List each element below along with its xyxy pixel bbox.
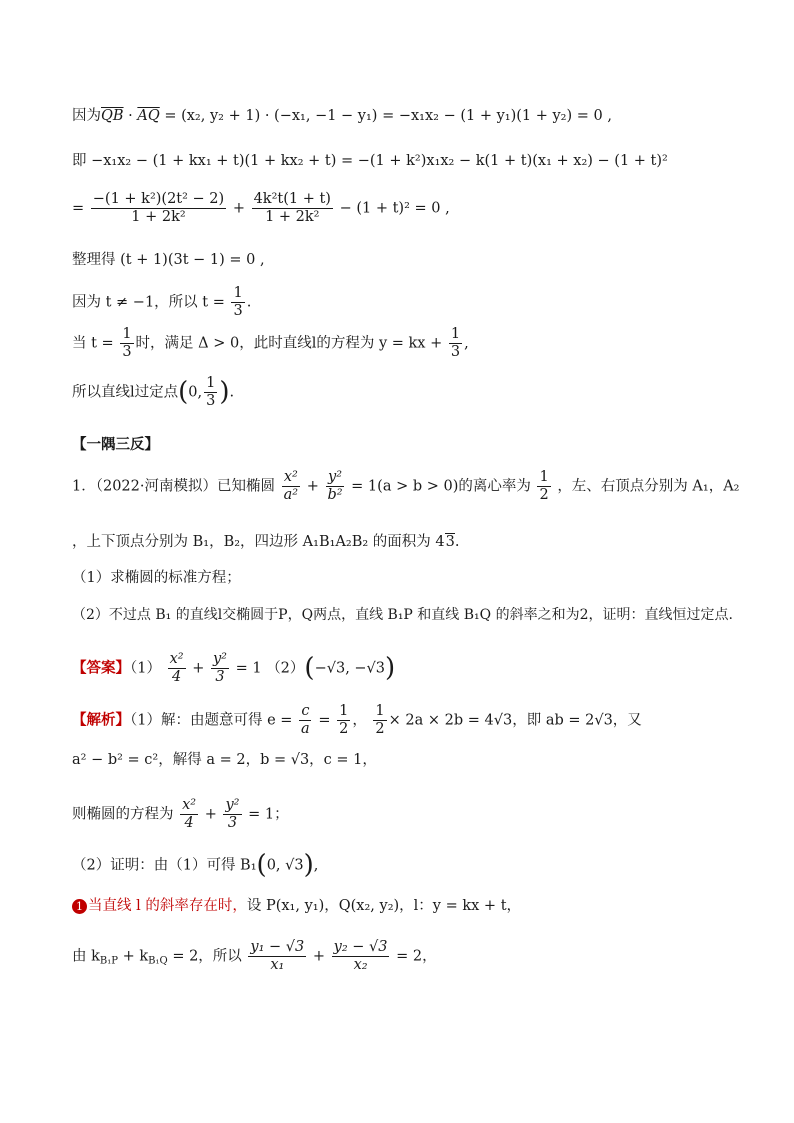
problem-statement-cont: [72, 534, 459, 551]
question-1: （1）求椭圆的标准方程；: [72, 570, 241, 586]
denominator: a²: [283, 487, 299, 504]
fraction: [537, 470, 550, 503]
analysis-line-1: [72, 704, 642, 737]
fraction: [449, 327, 462, 360]
text: = 2，所以: [167, 948, 242, 965]
text: 即 −x₁x₂ − (1 + kx₁ + t)(1 + kx₂ + t) = −(1 + k²)x₁x₂ − k(1 + t)(x₁ + x₂) − (1 + t)²: [72, 153, 668, 169]
text: × 2a × 2b = 4√3，即 ab = 2√3，又: [388, 712, 642, 729]
text: （1）解：由题意可得 e =: [130, 712, 293, 729]
denominator: 3: [450, 344, 461, 361]
text: ,: [313, 857, 319, 874]
text: +: [204, 806, 217, 823]
fixed-point-line: [72, 376, 234, 409]
vector-qb: $\overline{QB}$: [101, 108, 124, 124]
denominator: 2: [375, 721, 385, 738]
paren: (: [304, 653, 315, 684]
text: −√3, −√3: [314, 660, 386, 677]
numerator: y²: [326, 470, 344, 487]
analysis-label: 【解析】: [72, 711, 130, 729]
numerator: y²: [223, 798, 241, 815]
text: − (1 + t)² = 0 ,: [339, 200, 450, 217]
analysis-line-5: [72, 898, 521, 915]
text: 1．（2022·河南模拟）已知椭圆: [72, 478, 275, 495]
text: （2）: [266, 660, 305, 677]
text: 所以直线l过定点: [72, 384, 179, 401]
fraction: [332, 940, 390, 973]
paren: (: [256, 850, 267, 880]
text: 设 P(x₁, y₁)，Q(x₂, y₂)，l：y = kx + t，: [246, 898, 522, 914]
paren: ): [385, 653, 396, 684]
text: 则椭圆的方程为: [72, 806, 174, 823]
text: 因为: [72, 108, 101, 124]
numerator: 4k²t(1 + t): [252, 192, 333, 209]
text: .: [246, 294, 252, 311]
denominator: 2: [539, 487, 549, 504]
line-equation-line: [72, 327, 469, 360]
numerator: y₁ − √3: [248, 940, 306, 957]
question-2: （2）不过点 B₁ 的直线l交椭圆于P，Q两点，直线 B₁P 和直线 B₁Q 的斜率之和为2，证明：直线恒过定点.: [72, 607, 733, 623]
text: （1）: [130, 660, 161, 677]
text: =: [318, 712, 331, 729]
denominator: b²: [327, 487, 343, 504]
fraction: [299, 704, 312, 737]
answer-label: 【答案】: [72, 659, 130, 677]
case-label: 当直线 l 的斜率存在时，: [88, 898, 247, 914]
fraction: [91, 192, 226, 225]
circled-number-icon: 1: [72, 899, 87, 914]
numerator: 1: [373, 704, 386, 721]
text: = (x₂, y₂ + 1) · (−x₁, −1 − y₁) = −x₁x₂ − (1 + y₁)(1 + y₂) = 0 ,: [159, 108, 612, 124]
paren: ): [219, 377, 230, 408]
text: .: [229, 384, 235, 401]
text: =: [72, 200, 85, 217]
numerator: x²: [282, 470, 300, 487]
numerator: c: [299, 704, 311, 721]
subscript: B₁P: [99, 955, 118, 967]
analysis-line-4: [72, 850, 318, 881]
numerator: −(1 + k²)(2t² − 2): [91, 192, 226, 209]
denominator: 3: [206, 393, 216, 410]
text: 由 k: [72, 948, 100, 965]
text: 0,: [188, 384, 203, 401]
text: +: [192, 660, 205, 677]
denominator: 1 + 2k²: [131, 209, 186, 226]
numerator: y₂ − √3: [332, 940, 390, 957]
fraction: [180, 798, 198, 831]
problem-statement: [72, 470, 740, 503]
numerator: 1: [449, 327, 462, 344]
text: +: [232, 200, 245, 217]
denominator: 4: [171, 669, 182, 686]
vector-aq: $\overline{AQ}$: [137, 108, 160, 124]
numerator: x²: [180, 798, 198, 815]
simplify-line: [72, 252, 265, 269]
denominator: 3: [215, 669, 225, 686]
t-value-line: [72, 286, 251, 319]
expansion-line: [72, 153, 668, 170]
text: 时，满足 Δ > 0，此时直线l的方程为 y = kx +: [135, 335, 443, 352]
fraction: [248, 940, 306, 973]
paren: ): [303, 850, 314, 880]
text: = 1: [235, 660, 262, 677]
numerator: y²: [211, 652, 229, 669]
denominator: 4: [184, 815, 194, 832]
section-title: 【一隅三反】: [72, 436, 159, 453]
fraction: [223, 798, 241, 831]
radical: 3: [445, 534, 455, 550]
answer-line: [72, 652, 395, 685]
denominator: 3: [233, 303, 243, 320]
analysis-line-3: [72, 798, 289, 831]
text: + k: [118, 948, 149, 965]
numerator: 1: [337, 704, 350, 721]
fraction: [337, 704, 350, 737]
text: ,: [464, 335, 469, 352]
analysis-line-2: a² − b² = c²，解得 a = 2，b = √3，c = 1，: [72, 752, 377, 768]
fraction: [252, 192, 333, 225]
fraction: [211, 652, 229, 685]
denominator: 1 + 2k²: [265, 209, 320, 226]
text: 整理得 (t + 1)(3t − 1) = 0 ,: [72, 252, 265, 268]
analysis-line-6: [72, 940, 437, 973]
text: +: [312, 948, 326, 965]
text: ，左、右顶点分别为 A₁，A₂: [557, 478, 740, 495]
vector-dot-product-line: 因为$\overline{QB} \cdot \overline{AQ} = (x_2$, y₂ + 1) · (−x₁, −1 − y₁) = −x₁x₂ − (1 + y₁)(1 + y₂) = 0 ,: [72, 108, 612, 124]
denominator: a: [301, 721, 310, 738]
text: +: [306, 478, 319, 495]
denominator: x₂: [353, 957, 368, 974]
text: .: [454, 534, 460, 550]
text: 0, √3: [266, 857, 304, 874]
text: = 2，: [396, 948, 437, 965]
fraction: [325, 470, 344, 503]
numerator: 1: [120, 327, 133, 344]
fraction-equation-line: [72, 192, 450, 225]
fraction: [120, 327, 133, 360]
denominator: 3: [122, 344, 132, 361]
denominator: 3: [227, 815, 238, 832]
numerator: 1: [231, 286, 244, 303]
subscript: B₁Q: [148, 955, 168, 967]
numerator: 1: [537, 470, 550, 487]
fraction: [204, 376, 217, 409]
fraction: [168, 652, 186, 685]
numerator: 1: [204, 376, 217, 393]
denominator: 2: [339, 721, 349, 738]
text: （2）证明：由（1）可得 B₁: [72, 857, 257, 874]
fraction: [231, 286, 244, 319]
paren: (: [178, 377, 189, 408]
text: 当 t =: [72, 335, 114, 352]
text: ，: [352, 712, 367, 729]
text: = 1；: [248, 806, 289, 823]
text: ，上下顶点分别为 B₁，B₂，四边形 A₁B₁A₂B₂ 的面积为 4: [72, 534, 445, 550]
fraction: [373, 704, 386, 737]
text: 因为 t ≠ −1，所以 t =: [72, 294, 225, 311]
fraction: [282, 470, 300, 503]
numerator: x²: [168, 652, 186, 669]
denominator: x₁: [270, 957, 285, 974]
text: = 1(a > b > 0)的离心率为: [351, 478, 531, 495]
